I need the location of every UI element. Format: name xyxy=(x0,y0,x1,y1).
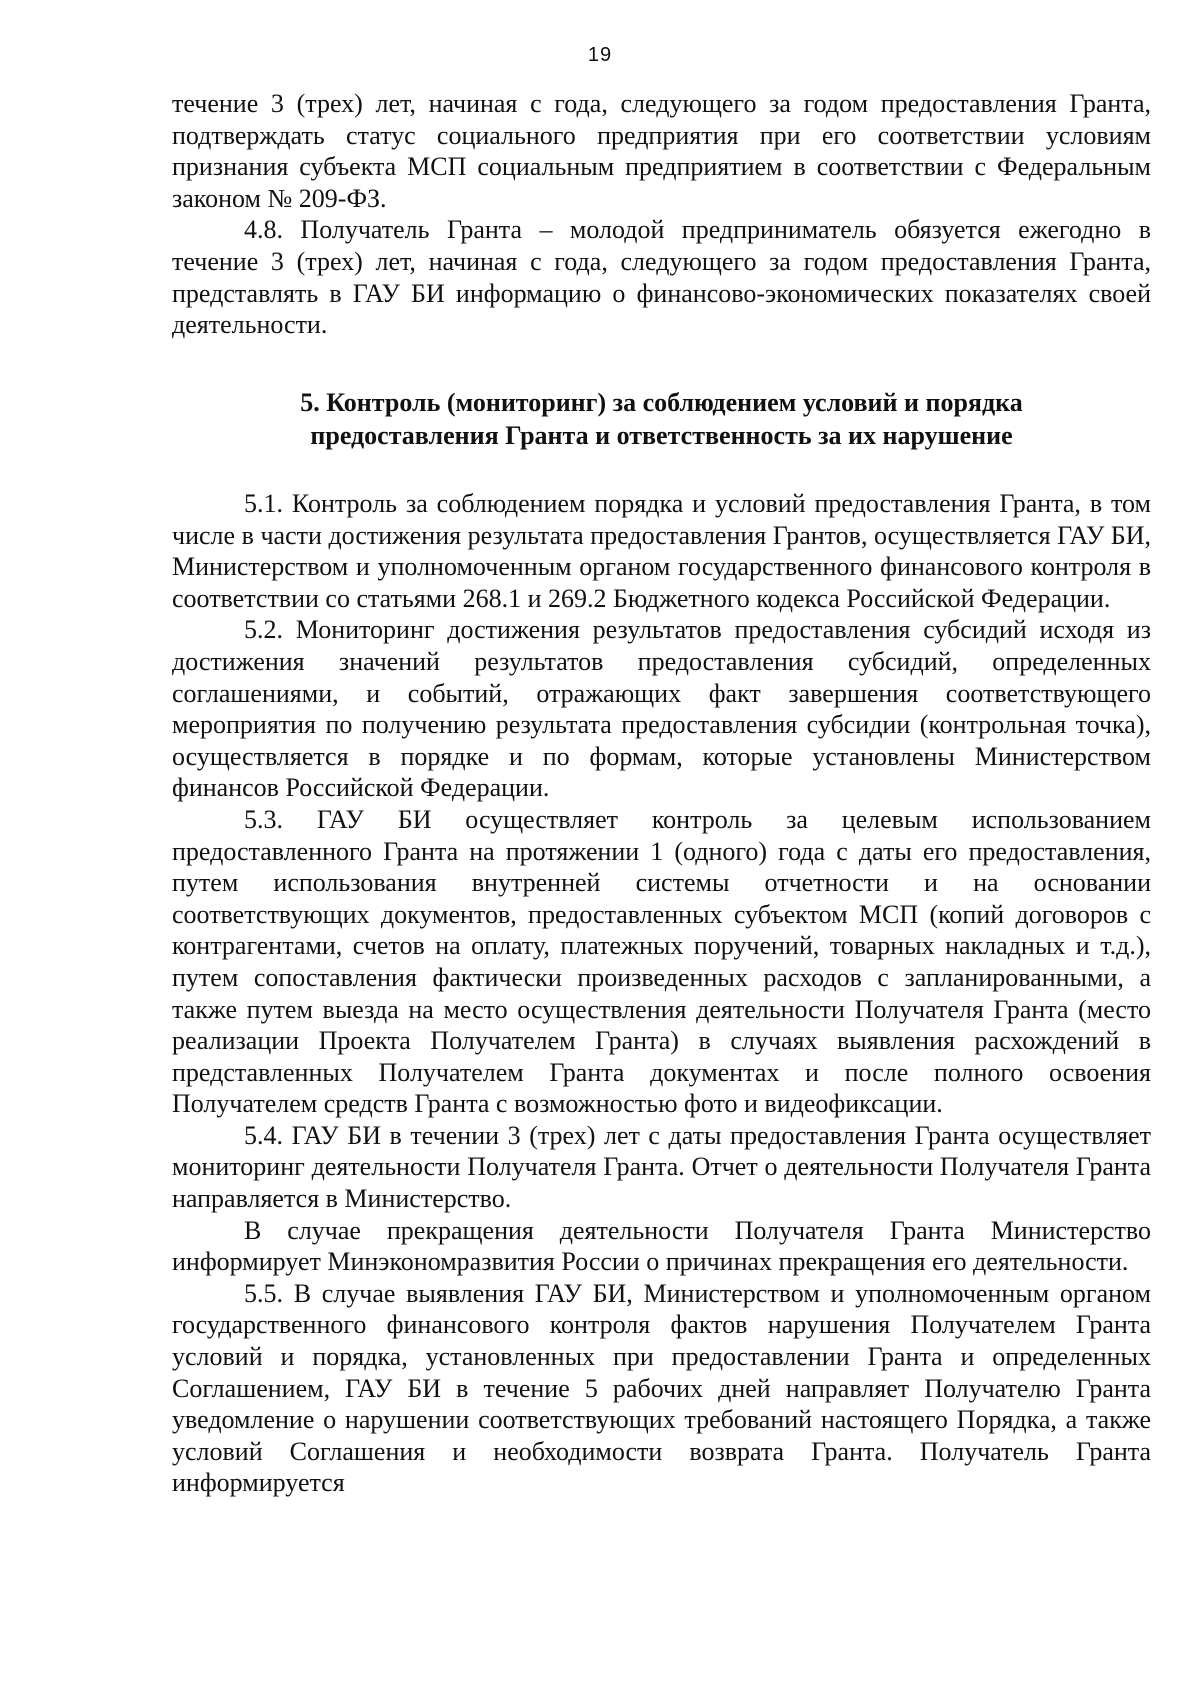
paragraph-5-4: 5.4. ГАУ БИ в течении 3 (трех) лет с даты предоставления Гранта осуществляет мониторинг деятельности Получателя Гранта. Отчет о деятельности Получателя Гранта направляется в Министерство. xyxy=(172,1120,1151,1214)
paragraph-4-8: 4.8. Получатель Гранта – молодой предприниматель обязуется ежегодно в течение 3 (трех) лет, начиная с года, следующего за годом предоставления Гранта, представлять в ГАУ БИ информацию о финансово-экономических показателях своей деятельности. xyxy=(172,215,1151,340)
paragraph-5-2: 5.2. Мониторинг достижения результатов предоставления субсидий исходя из достижения значений результатов предоставления субсидий, определенных соглашениями, и событий, отражающих факт завершения соответствующего мероприятия по получению результата предоставления субсидии (контрольная точка), осуществляется в порядке и по формам, которые установлены Министерством финансов Российской Федерации. xyxy=(172,615,1151,803)
text-block-section-5 xyxy=(172,488,1151,1499)
paragraph-5-4-continuation: В случае прекращения деятельности Получателя Гранта Министерство информирует Минэкономразвития России о причинах прекращения его деятельности. xyxy=(172,1215,1151,1277)
paragraph-4-7-continuation: течение 3 (трех) лет, начиная с года, следующего за годом предоставления Гранта, подтверждать статус социального предприятия при его соответствии условиям признания субъекта МСП социальным предприятием в соответствии с Федеральным законом № 209-ФЗ. xyxy=(172,89,1151,213)
paragraph-5-1: 5.1. Контроль за соблюдением порядка и условий предоставления Гранта, в том числе в части достижения результата предоставления Грантов, осуществляется ГАУ БИ, Министерством и уполномоченным органом государственного финансового контроля в соответствии со статьями 268.1 и 269.2 Бюджетного кодекса Российской Федерации. xyxy=(172,489,1151,613)
text-block-top xyxy=(172,88,1151,341)
paragraph-5-5: 5.5. В случае выявления ГАУ БИ, Министерством и уполномоченным органом государственного финансового контроля фактов нарушения Получателем Гранта условий и порядка, установленных при предоставлении Гранта и определенных Соглашением, ГАУ БИ в течение 5 рабочих дней направляет Получателю Гранта уведомление о нарушении соответствующих требований настоящего Порядка, а также условий Соглашения и необходимости возврата Гранта. Получатель Гранта информируется xyxy=(172,1278,1151,1498)
page-number: 19 xyxy=(587,44,613,66)
section-5-heading-line-2: предоставления Гранта и ответственность за их нарушение xyxy=(310,421,1013,450)
paragraph-5-3: 5.3. ГАУ БИ осуществляет контроль за целевым использованием предоставленного Гранта на протяжении 1 (одного) года с даты его предоставления, путем использования внутренней системы отчетности и на основании соответствующих документов, предоставленных субъектом МСП (копий договоров с контрагентами, счетов на оплату, платежных поручений, товарных накладных и т.д.), путем сопоставления фактически произведенных расходов с запланированными, а также путем выезда на место осуществления деятельности Получателя Гранта (место реализации Проекта Получателем Гранта) в случаях выявления расхождений в представленных Получателем Гранта документах и после полного освоения Получателем средств Гранта с возможностью фото и видеофиксации. xyxy=(172,804,1151,1119)
section-5-heading-line-1: 5. Контроль (мониторинг) за соблюдением условий и порядка xyxy=(300,388,1023,417)
section-5-heading xyxy=(172,386,1151,452)
